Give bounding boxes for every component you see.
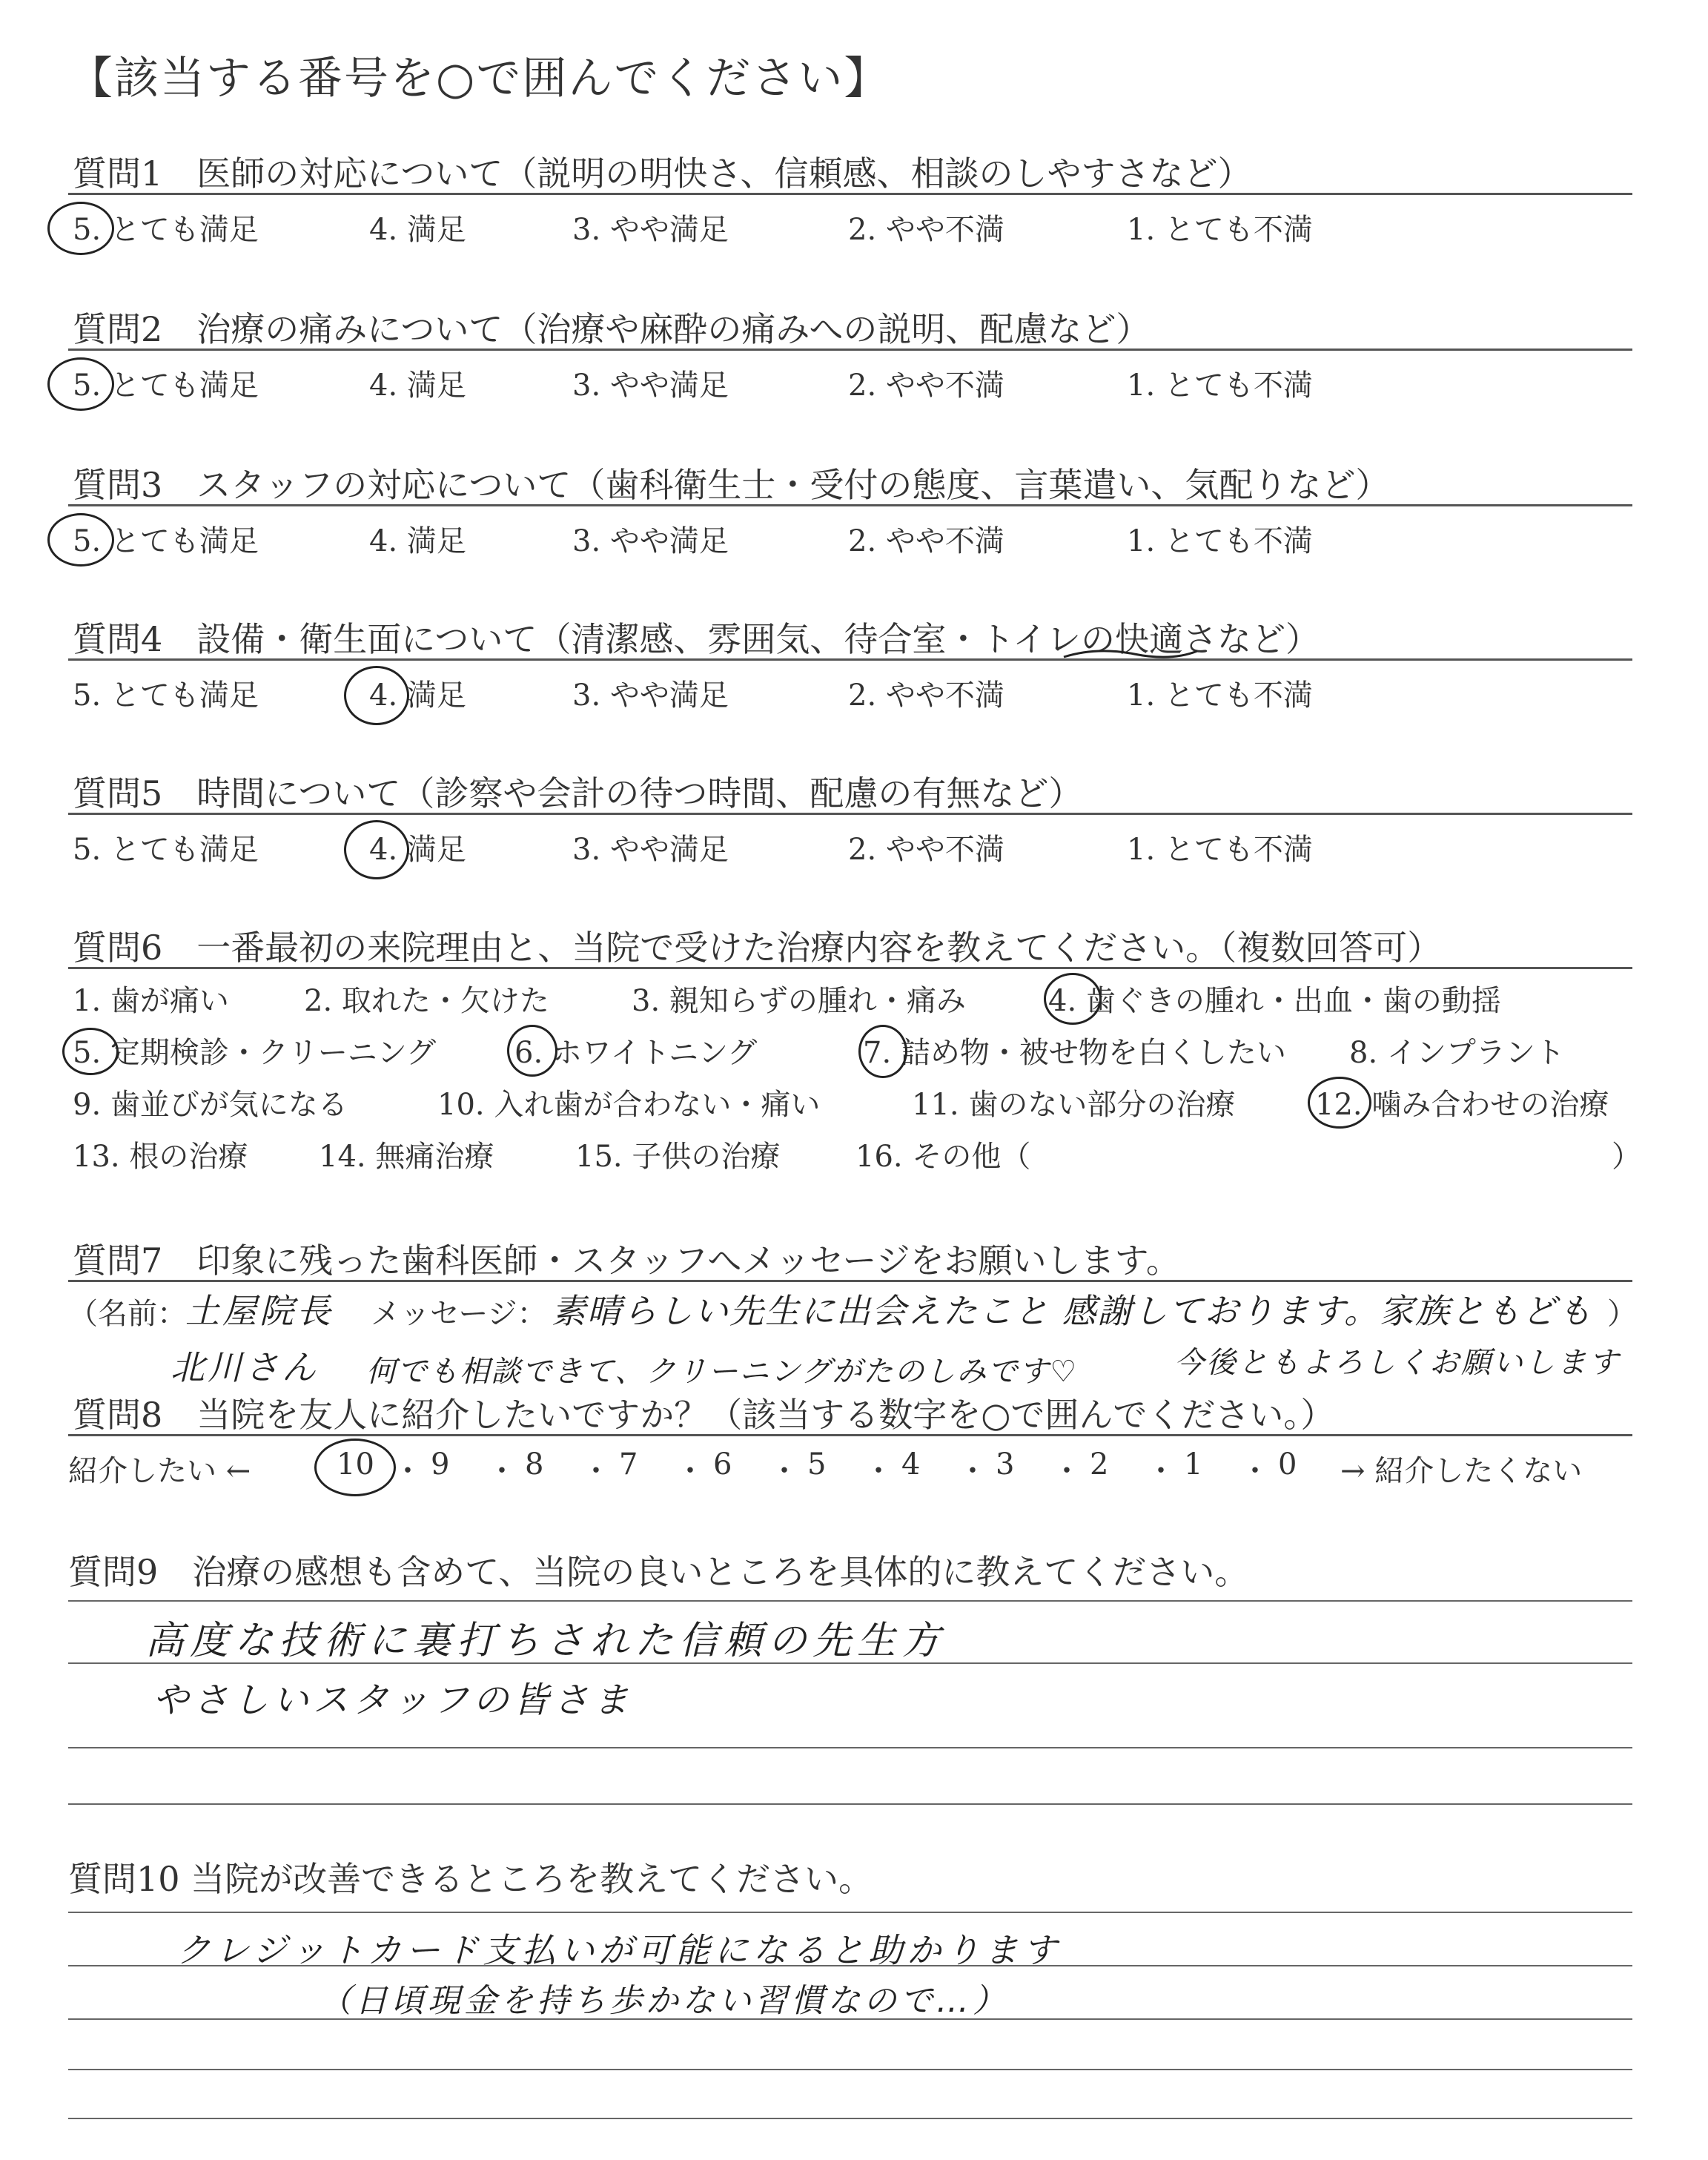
q4-option-4[interactable]: 4. 満足 (369, 678, 466, 713)
q6-option-7[interactable]: 7. 詰め物・被せ物を白くしたい (863, 1036, 1286, 1070)
q6-option-10[interactable]: 10. 入れ歯が合わない・痛い (437, 1088, 821, 1122)
q8-right-label: → 紹介したくない (1340, 1454, 1583, 1488)
q5-option-3[interactable]: 3. やや満足 (572, 833, 729, 867)
q6-option-13[interactable]: 13. 根の治療 (73, 1140, 248, 1174)
q8-scale-value[interactable]: 4 (901, 1447, 921, 1482)
q1-option-5[interactable]: 5. とても満足 (73, 213, 259, 247)
q8-selection-circle (314, 1439, 396, 1496)
q8-scale-value[interactable]: 6 (713, 1447, 732, 1482)
q1-option-4[interactable]: 4. 満足 (369, 213, 466, 247)
q8-scale-value[interactable]: 0 (1278, 1447, 1297, 1482)
q2-option-2[interactable]: 2. やや不満 (848, 369, 1004, 403)
q7-handwritten-name-1[interactable]: 土屋院長 (185, 1291, 334, 1331)
q1-option-2[interactable]: 2. やや不満 (848, 213, 1004, 247)
q6-option-11[interactable]: 11. 歯のない部分の治療 (912, 1088, 1236, 1122)
q7-handwritten-message-1b[interactable]: 今後ともよろしくお願いします (1174, 1346, 1621, 1380)
q1-rule (68, 193, 1632, 195)
q2-title: 質問2 治療の痛みについて（治療や麻酔の痛みへの説明、配慮など） (73, 309, 1151, 349)
q8-scale-value[interactable]: 9 (431, 1447, 450, 1482)
q1-selection-circle (47, 202, 114, 255)
q8-scale-separator: ・ (769, 1454, 799, 1488)
q5-option-5[interactable]: 5. とても満足 (73, 833, 259, 867)
q4-title: 質問4 設備・衛生面について（清潔感、雰囲気、待合室・トイレの快適さなど） (73, 619, 1320, 659)
q3-option-3[interactable]: 3. やや満足 (572, 524, 729, 558)
q8-scale-separator: ・ (487, 1454, 517, 1488)
q8-scale-separator: ・ (393, 1454, 423, 1488)
q8-scale-separator: ・ (675, 1454, 705, 1488)
q8-left-label: 紹介したい ← (68, 1454, 251, 1488)
q9-line-4 (68, 1803, 1632, 1805)
q6-option-12[interactable]: 12. 噛み合わせの治療 (1315, 1088, 1609, 1122)
q7-handwritten-message-1[interactable]: 素晴らしい先生に出会えたこと 感謝しております。家族ともども (552, 1291, 1593, 1331)
q3-rule (68, 504, 1632, 506)
q6-option-8[interactable]: 8. インプラント (1349, 1036, 1565, 1070)
q7-name-label: （名前： (68, 1297, 187, 1331)
q3-title: 質問3 スタッフの対応について（歯科衛生士・受付の態度、言葉遣い、気配りなど） (73, 465, 1390, 505)
q4-underline-mark (1060, 644, 1201, 663)
q4-option-2[interactable]: 2. やや不満 (848, 678, 1004, 713)
q3-selection-circle (47, 513, 114, 567)
q4-option-1[interactable]: 1. とても不満 (1127, 678, 1313, 713)
q6-option-5[interactable]: 5. 定期検診・クリーニング (73, 1036, 437, 1070)
q7-handwritten-name-2[interactable]: 北川さん (171, 1347, 319, 1387)
q10-line-5 (68, 2118, 1632, 2119)
q6-option-5-circle (62, 1028, 119, 1075)
q6-option-16[interactable]: 16. その他（ (855, 1140, 1031, 1174)
q4-rule (68, 658, 1632, 661)
q8-scale-value[interactable]: 8 (525, 1447, 544, 1482)
q8-scale-separator: ・ (1240, 1454, 1270, 1488)
q7-message-label: メッセージ： (371, 1297, 547, 1331)
q5-selection-circle (344, 820, 409, 879)
q2-option-1[interactable]: 1. とても不満 (1127, 369, 1313, 403)
q6-option-3[interactable]: 3. 親知らずの腫れ・痛み (632, 984, 966, 1018)
q9-title: 質問9 治療の感想も含めて、当院の良いところを具体的に教えてください。 (68, 1552, 1249, 1592)
q1-title: 質問1 医師の対応について（説明の明快さ、信頼感、相談のしやすさなど） (73, 153, 1252, 194)
q8-scale-value[interactable]: 1 (1184, 1447, 1203, 1482)
q3-option-4[interactable]: 4. 満足 (369, 524, 466, 558)
q10-line-1 (68, 1912, 1632, 1913)
q3-option-1[interactable]: 1. とても不満 (1127, 524, 1313, 558)
q6-option-2[interactable]: 2. 取れた・欠けた (304, 984, 549, 1018)
q8-scale-value[interactable]: 2 (1090, 1447, 1109, 1482)
q6-option-12-circle (1308, 1077, 1371, 1129)
q10-title: 質問10 当院が改善できるところを教えてください。 (68, 1859, 873, 1899)
q6-option-4[interactable]: 4. 歯ぐきの腫れ・出血・歯の動揺 (1048, 984, 1501, 1018)
q9-line-3 (68, 1747, 1632, 1748)
q5-option-2[interactable]: 2. やや不満 (848, 833, 1004, 867)
q6-option-7-circle (858, 1025, 907, 1078)
q9-handwritten-answer-2[interactable]: やさしいスタッフの皆さま (153, 1680, 634, 1721)
q6-option-4-circle (1044, 973, 1102, 1025)
q2-selection-circle (47, 357, 114, 411)
q2-option-4[interactable]: 4. 満足 (369, 369, 466, 403)
q6-option-1[interactable]: 1. 歯が痛い (73, 984, 229, 1018)
q8-scale-separator: ・ (1146, 1454, 1176, 1488)
q8-scale-separator: ・ (958, 1454, 987, 1488)
q5-option-1[interactable]: 1. とても不満 (1127, 833, 1313, 867)
q3-option-2[interactable]: 2. やや不満 (848, 524, 1004, 558)
q1-option-1[interactable]: 1. とても不満 (1127, 213, 1313, 247)
q7-title: 質問7 印象に残った歯科医師・スタッフへメッセージをお願いします。 (73, 1241, 1180, 1281)
q4-option-5[interactable]: 5. とても満足 (73, 678, 259, 713)
q9-line-1 (68, 1600, 1632, 1602)
q7-handwritten-message-2[interactable]: 何でも相談できて、クリーニングがたのしみです♡ (366, 1355, 1079, 1389)
q7-rule (68, 1280, 1632, 1282)
page-title: 【該当する番号を○で囲んでください】 (68, 53, 890, 105)
q6-rule (68, 967, 1632, 969)
q2-option-3[interactable]: 3. やや満足 (572, 369, 729, 403)
q5-option-4[interactable]: 4. 満足 (369, 833, 466, 867)
q8-scale-separator: ・ (581, 1454, 611, 1488)
q6-option-14[interactable]: 14. 無痛治療 (319, 1140, 494, 1174)
q8-scale-value[interactable]: 7 (619, 1447, 638, 1482)
q10-line-4 (68, 2069, 1632, 2070)
q6-title: 質問6 一番最初の来院理由と、当院で受けた治療内容を教えてください。（複数回答可） (73, 928, 1442, 968)
q10-handwritten-answer-2[interactable]: （日頃現金を持ち歩かない習慣なので…） (319, 1982, 1009, 2020)
q8-rule (68, 1434, 1632, 1436)
q4-selection-circle (344, 666, 409, 725)
q5-title: 質問5 時間について（診察や会計の待つ時間、配慮の有無など） (73, 773, 1083, 813)
q8-scale-separator: ・ (1052, 1454, 1082, 1488)
q9-handwritten-answer-1[interactable]: 高度な技術に裏打ちされた信頼の先生方 (145, 1619, 947, 1663)
q8-title: 質問8 当院を友人に紹介したいですか？（該当する数字を○で囲んでください。） (73, 1395, 1335, 1435)
q10-handwritten-answer-1[interactable]: クレジットカード支払いが可能になると助かります (176, 1930, 1062, 1970)
q2-option-5[interactable]: 5. とても満足 (73, 369, 259, 403)
q4-option-3[interactable]: 3. やや満足 (572, 678, 729, 713)
q8-scale-separator: ・ (864, 1454, 893, 1488)
q8-scale-value[interactable]: 3 (996, 1447, 1015, 1482)
q1-option-3[interactable]: 3. やや満足 (572, 213, 729, 247)
q6-option-6[interactable]: 6. ホワイトニング (514, 1036, 758, 1070)
q6-option-15[interactable]: 15. 子供の治療 (575, 1140, 781, 1174)
q2-rule (68, 349, 1632, 351)
q6-option-6-circle (507, 1025, 557, 1077)
q7-close-paren: ） (1607, 1297, 1637, 1331)
q5-rule (68, 813, 1632, 815)
q8-scale-value[interactable]: 10 (337, 1447, 374, 1482)
q6-option-9[interactable]: 9. 歯並びが気になる (73, 1088, 348, 1122)
q8-scale-value[interactable]: 5 (807, 1447, 827, 1482)
q3-option-5[interactable]: 5. とても満足 (73, 524, 259, 558)
q6-other-close-paren: ） (1612, 1140, 1641, 1174)
